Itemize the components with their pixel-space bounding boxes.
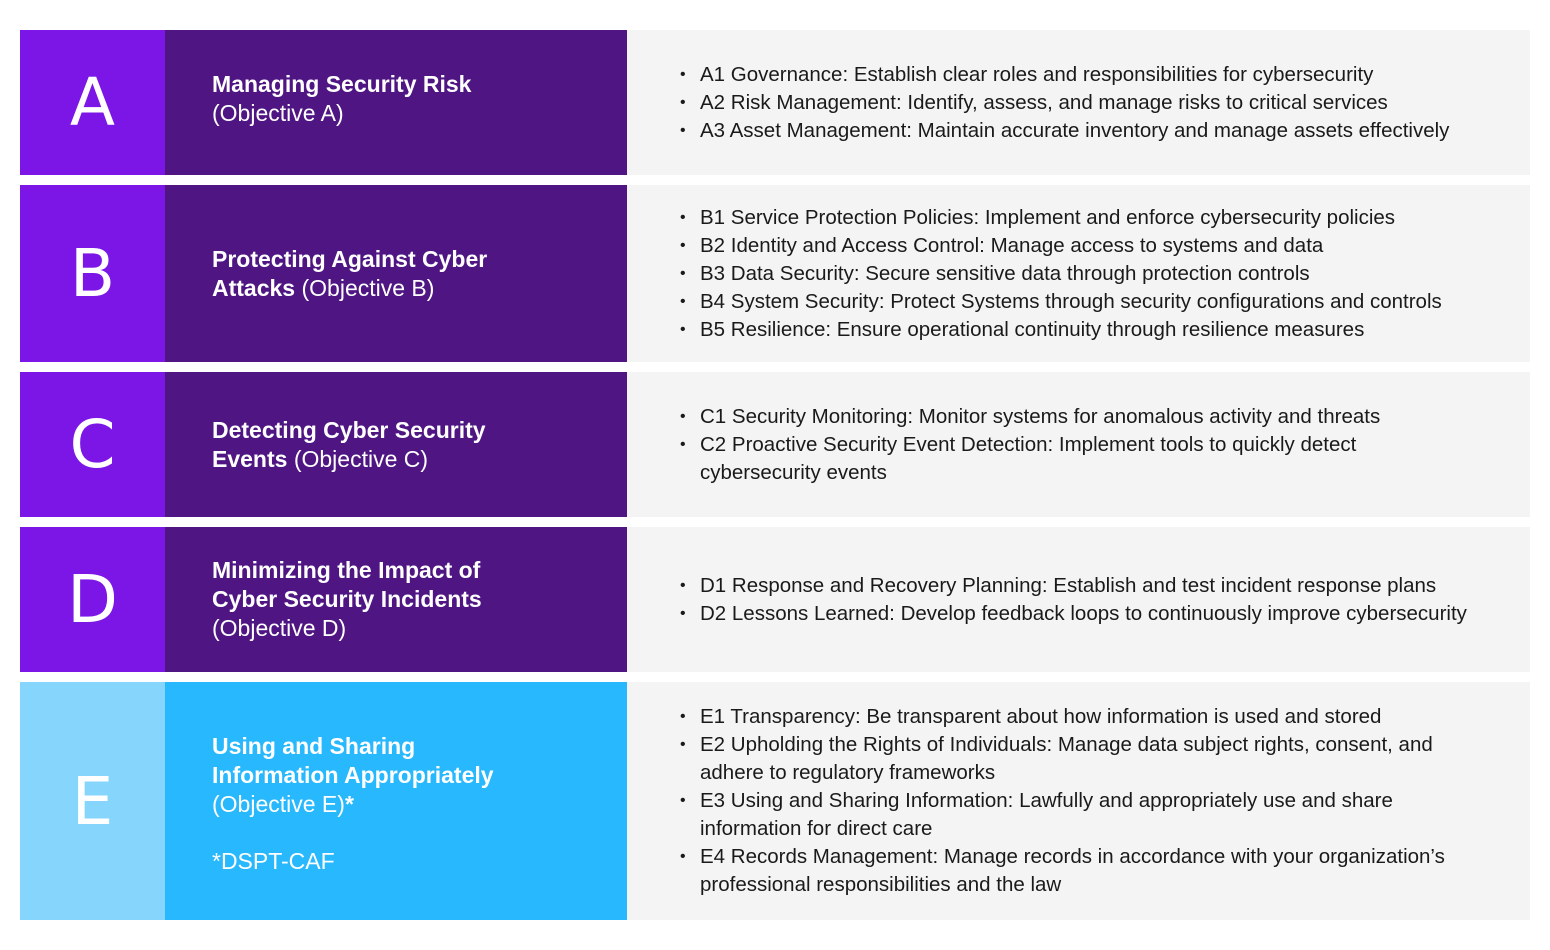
objective-letter: C [20, 372, 165, 517]
objective-row-a [20, 30, 1530, 175]
objective-title-bold: Minimizing the Impact of Cyber Security Incidents [212, 557, 482, 612]
outcome-item: • D2 Lessons Learned: Develop feedback loops to continuously improve cybersecurity [677, 600, 1467, 628]
objective-letter: A [20, 30, 165, 175]
objective-label: (Objective B) [301, 274, 435, 301]
footnote-text: *DSPT-CAF [212, 848, 335, 874]
objective-row-c [20, 372, 1530, 517]
objective-title [165, 30, 627, 175]
objective-details [627, 527, 1530, 672]
outcome-list [677, 703, 1490, 899]
outcome-item: • A2 Risk Management: Identify, assess, and manage risks to critical services [677, 89, 1449, 117]
objective-row-d [20, 527, 1530, 672]
outcome-item: • C1 Security Monitoring: Monitor systems for anomalous activity and threats [677, 403, 1400, 431]
outcome-item: • B2 Identity and Access Control: Manage access to systems and data [677, 232, 1442, 260]
objective-letter: D [20, 527, 165, 672]
objective-title [165, 372, 627, 517]
outcome-item: • C2 Proactive Security Event Detection: Implement tools to quickly detect cybersecurity events [677, 431, 1400, 487]
objective-label: (Objective D) [212, 615, 347, 641]
objective-title-bold: Managing Security Risk [212, 70, 472, 97]
objective-title [165, 527, 627, 672]
objective-title-bold: Protecting Against Cyber Attacks [212, 245, 488, 301]
objective-row-b [20, 185, 1530, 362]
objective-title [165, 185, 627, 362]
outcome-item: • B1 Service Protection Policies: Implement and enforce cybersecurity policies [677, 204, 1442, 232]
outcome-list [677, 403, 1400, 487]
objective-label: (Objective A) [212, 99, 344, 126]
objective-details [627, 30, 1530, 175]
objective-details [627, 372, 1530, 517]
outcome-list [677, 572, 1467, 628]
outcome-item: • E2 Upholding the Rights of Individuals: Manage data subject rights, consent, and adhere to regulatory frameworks [677, 731, 1490, 787]
objective-label: (Objective E) [212, 791, 345, 817]
objective-title-bold: Detecting Cyber Security Events [212, 416, 486, 472]
outcome-item: • E1 Transparency: Be transparent about how information is used and stored [677, 703, 1490, 731]
objective-title [165, 682, 627, 920]
outcome-item: • D1 Response and Recovery Planning: Establish and test incident response plans [677, 572, 1467, 600]
objective-title-bold: Using and Sharing Information Appropriately [212, 733, 494, 788]
outcome-item: • B3 Data Security: Secure sensitive data through protection controls [677, 260, 1442, 288]
footnote-marker: * [344, 791, 354, 817]
outcome-item: • A1 Governance: Establish clear roles and responsibilities for cybersecurity [677, 61, 1449, 89]
outcome-item: • B4 System Security: Protect Systems through security configurations and controls [677, 288, 1442, 316]
objective-row-e [20, 682, 1530, 920]
outcome-item: • A3 Asset Management: Maintain accurate inventory and manage assets effectively [677, 117, 1449, 145]
objective-label: (Objective C) [293, 445, 429, 472]
outcome-item: • E3 Using and Sharing Information: Lawfully and appropriately use and share information for direct care [677, 787, 1490, 843]
objective-details [627, 682, 1530, 920]
objective-letter: E [20, 682, 165, 920]
outcome-item: • B5 Resilience: Ensure operational continuity through resilience measures [677, 316, 1442, 344]
objective-details [627, 185, 1530, 362]
objective-letter: B [20, 185, 165, 362]
outcome-list [677, 204, 1442, 344]
outcome-list [677, 61, 1449, 145]
outcome-item: • E4 Records Management: Manage records in accordance with your organization’s professional responsibilities and the law [677, 843, 1490, 899]
